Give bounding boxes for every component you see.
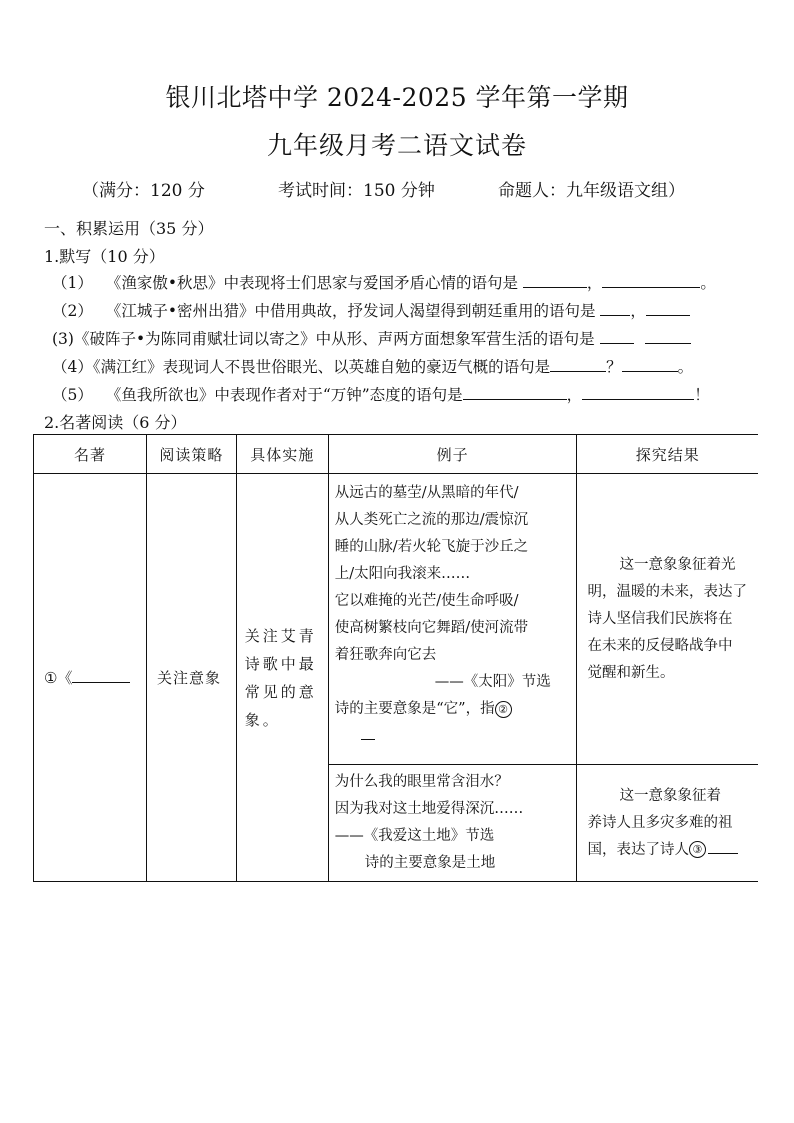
item-separator: ， [586, 274, 603, 292]
item-prompt: 《满江红》表现词人不畏世俗眼光、以英雄自勉的豪迈气概的语句是 [92, 358, 551, 376]
exam-title: 银川北塔中学 2024-2025 学年第一学期 [165, 83, 629, 112]
result-line: 在未来的反侵略战争中 [587, 637, 733, 654]
header-book: 名著 [34, 435, 147, 474]
poem-line: 因为我对这土地爱得深沉…… [334, 801, 524, 817]
header-example: 例子 [328, 435, 577, 474]
result-line: 觉醒和新生。 [587, 664, 675, 681]
result-line: 诗人坚信我们民族将在 [587, 610, 733, 627]
answer-blank[interactable] [600, 329, 634, 344]
item-separator: ， [566, 386, 583, 404]
example-cell-2 [328, 765, 577, 882]
exam-time: 考试时间：150 分钟 [278, 181, 435, 201]
result-line: 这一意象象征着光 [619, 556, 736, 573]
answer-blank[interactable] [622, 357, 678, 372]
item-end: 。 [677, 358, 694, 376]
blank-number-3: ③ [689, 841, 706, 858]
question-2-heading: 2.名著阅读（6 分） [44, 413, 187, 432]
answer-blank[interactable] [463, 385, 567, 400]
q1-item-4 [52, 355, 693, 377]
question-1-heading: 1.默写（10 分） [44, 247, 165, 266]
item-separator: ？ [606, 358, 622, 376]
result-line: 养诗人且多灾多难的祖 [587, 814, 733, 831]
example-2 [329, 765, 577, 881]
result-line: 这一意象象征着 [619, 787, 721, 804]
answer-blank[interactable] [602, 273, 700, 288]
exam-subtitle: 九年级月考二语文试卷 [266, 131, 527, 160]
item-end: ！ [694, 386, 710, 404]
poem-line: 着狂歌奔向它去 [334, 647, 437, 663]
header-strategy: 阅读策略 [146, 435, 236, 474]
strategy-text: 关注意象 [156, 669, 221, 687]
section-heading: 一、积累运用（35 分） [44, 219, 214, 238]
full-score: （满分：120 分 [82, 181, 205, 201]
result-cell-1 [577, 474, 758, 765]
reading-table [33, 434, 758, 882]
item-number: （4） [52, 358, 93, 376]
item-number: （5） [52, 386, 93, 404]
implementation-text: 关注艾青诗歌中最常见的意象。 [244, 626, 317, 729]
q1-item-5 [52, 383, 710, 405]
image-statement: 诗的主要意象是土地 [364, 855, 496, 871]
q1-item-3 [52, 327, 691, 349]
poem-line: 它以难掩的光芒/使生命呼吸/ [334, 593, 519, 609]
book-cell [34, 474, 147, 882]
q1-item-2 [52, 299, 690, 321]
item-prompt: 《江城子•密州出猎》中借用典故，抒发词人渴望得到朝廷重用的语句是 [105, 302, 596, 320]
book-answer-blank[interactable] [72, 668, 130, 683]
answer-blank[interactable] [582, 385, 694, 400]
result-line: 明，温暖的未来，表达了 [587, 583, 747, 600]
poem-line: 为什么我的眼里常含泪水？ [334, 774, 509, 790]
table-row [34, 474, 759, 765]
answer-blank[interactable] [600, 301, 630, 316]
item-separator: ， [630, 302, 646, 320]
implementation-cell [236, 474, 328, 882]
strategy-cell [146, 474, 236, 882]
item-number: （1） [52, 274, 93, 292]
q1-item-1 [52, 271, 716, 293]
book-prefix: ①《 [44, 669, 73, 687]
item-end: 。 [700, 274, 716, 292]
item-number: (3) [52, 330, 74, 348]
image-question [335, 696, 573, 723]
result-line [587, 837, 757, 864]
item-prompt: 《鱼我所欲也》中表现作者对于“万钟”态度的语句是 [105, 386, 463, 404]
blank-number-2: ② [495, 701, 512, 718]
answer-blank[interactable] [645, 329, 691, 344]
answer-blank[interactable] [550, 357, 606, 372]
item-prompt: 《破阵子•为陈同甫赋壮词以寄之》中从形、声两方面想象军营生活的语句是 [73, 330, 595, 348]
example-1 [329, 474, 577, 754]
answer-blank[interactable] [708, 839, 738, 854]
poem-line: 使高树繁枝向它舞蹈/使河流带 [334, 620, 529, 636]
answer-blank[interactable] [523, 273, 587, 288]
poem-line: 从远古的墓茔/从黑暗的年代/ [334, 485, 519, 501]
poem-line: 睡的山脉/若火轮飞旋于沙丘之 [334, 539, 529, 555]
result-1 [577, 552, 757, 687]
header-implementation: 具体实施 [236, 435, 328, 474]
item-number: （2） [52, 302, 93, 320]
answer-blank[interactable] [361, 725, 375, 740]
poem-line: 从人类死亡之流的那边/震惊沉 [334, 512, 529, 528]
poem-source: ——《我爱这土地》节选 [334, 828, 495, 844]
item-prompt: 《渔家傲•秋思》中表现将士们思家与爱国矛盾心情的语句是 [105, 274, 518, 292]
answer-line [335, 723, 573, 750]
table-header-row [34, 435, 759, 474]
answer-blank[interactable] [646, 301, 690, 316]
image-question-text: 诗的主要意象是“它”，指 [334, 701, 495, 717]
poem-line: 上/太阳向我滚来…… [334, 566, 471, 582]
example-cell-1 [328, 474, 577, 765]
result-2 [577, 783, 757, 864]
poem-source: ——《太阳》节选 [434, 674, 551, 690]
header-result: 探究结果 [577, 435, 758, 474]
result-cell-2 [577, 765, 758, 882]
exam-author: 命题人：九年级语文组） [498, 181, 685, 201]
result-line-text: 国，表达了诗人 [587, 841, 689, 858]
